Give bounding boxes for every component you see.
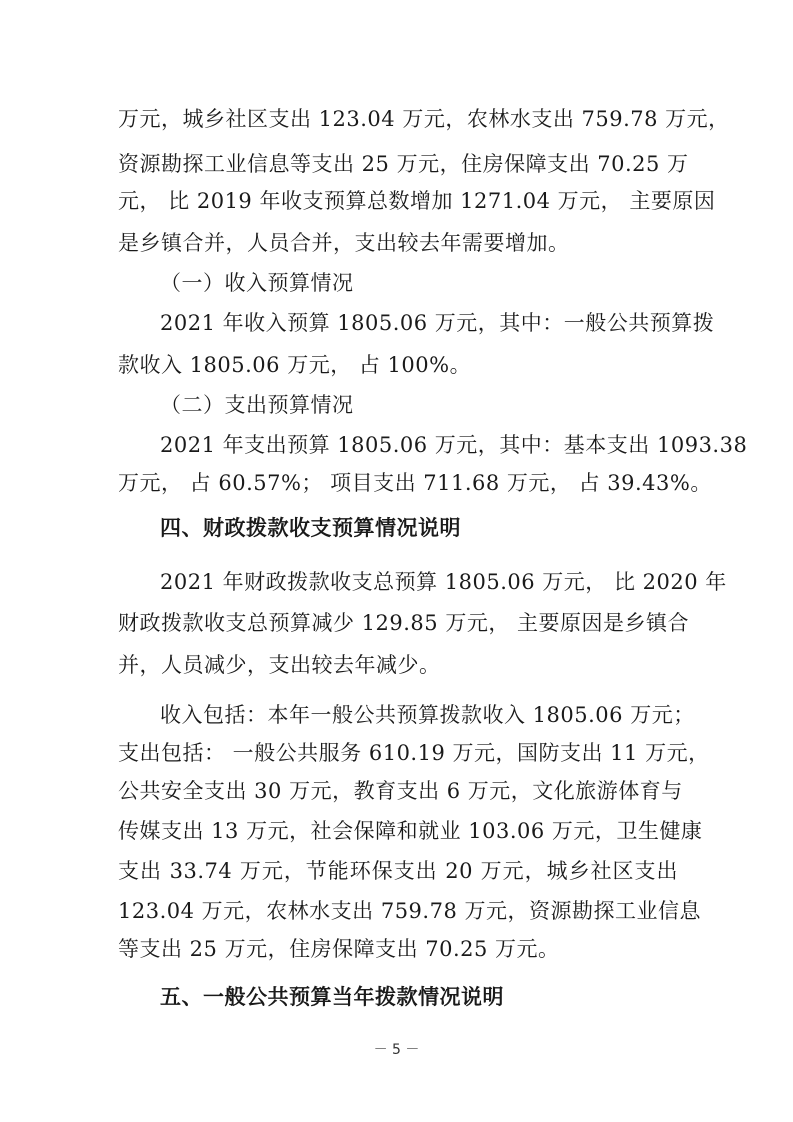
text-line: 2021 年收入预算 1805.06 万元，其中：一般公共预算拨	[160, 311, 715, 335]
section-heading-4: 四、财政拨款收支预算情况说明	[160, 516, 461, 540]
text-line: 并，人员减少，支出较去年减少。	[118, 653, 441, 677]
section-heading-5: 五、一般公共预算当年拨款情况说明	[160, 985, 504, 1009]
text-line: 支出 33.74 万元，节能环保支出 20 万元，城乡社区支出	[118, 859, 678, 883]
text-line: 等支出 25 万元，住房保障支出 70.25 万元。	[118, 937, 560, 961]
text-line: 传媒支出 13 万元，社会保障和就业 103.06 万元，卫生健康	[118, 819, 703, 843]
text-line: 资源勘探工业信息等支出 25 万元，住房保障支出 70.25 万	[118, 152, 689, 176]
text-line: 款收入 1805.06 万元， 占 100%。	[118, 353, 472, 377]
text-line: 万元， 占 60.57%； 项目支出 711.68 万元， 占 39.43%。	[118, 471, 712, 495]
text-line: 元， 比 2019 年收支预算总数增加 1271.04 万元， 主要原因	[118, 189, 716, 213]
text-line: 2021 年财政拨款收支总预算 1805.06 万元， 比 2020 年	[160, 570, 727, 594]
text-line: 2021 年支出预算 1805.06 万元，其中：基本支出 1093.38	[160, 433, 748, 457]
subheading-income: （一）收入预算情况	[160, 271, 354, 295]
subheading-expense: （二）支出预算情况	[160, 393, 354, 417]
text-line: 支出包括： 一般公共服务 610.19 万元，国防支出 11 万元，	[118, 741, 710, 765]
text-line: 123.04 万元，农林水支出 759.78 万元，资源勘探工业信息	[118, 899, 701, 923]
page-number: － 5 －	[373, 1042, 420, 1058]
text-line: 是乡镇合并，人员合并，支出较去年需要增加。	[118, 231, 570, 255]
text-line: 公共安全支出 30 万元，教育支出 6 万元，文化旅游体育与	[118, 779, 683, 803]
text-line: 万元，城乡社区支出 123.04 万元，农林水支出 759.78 万元，	[118, 107, 730, 131]
text-line: 财政拨款收支总预算减少 129.85 万元， 主要原因是乡镇合	[118, 611, 690, 635]
text-line: 收入包括：本年一般公共预算拨款收入 1805.06 万元；	[160, 703, 695, 727]
